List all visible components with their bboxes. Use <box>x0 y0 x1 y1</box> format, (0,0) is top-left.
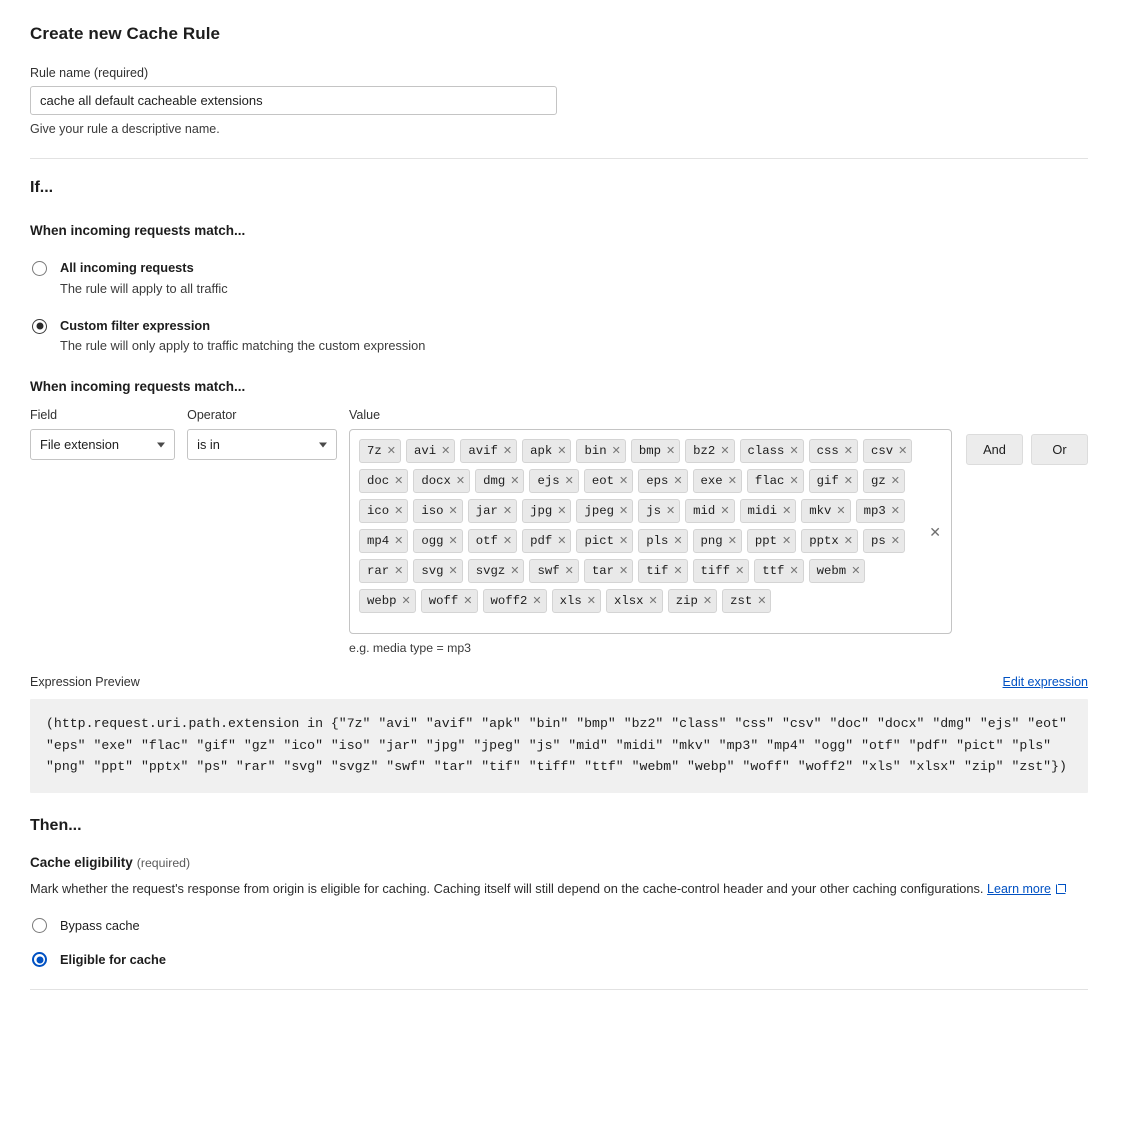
value-tag-label: mp4 <box>367 534 390 549</box>
value-tag-label: avi <box>413 444 437 459</box>
value-tag[interactable] <box>638 559 687 583</box>
divider-bottom <box>30 989 1088 990</box>
value-tag[interactable] <box>863 439 912 463</box>
and-or-buttons <box>966 408 1088 465</box>
value-tag[interactable] <box>413 499 462 523</box>
value-tag[interactable] <box>693 469 742 493</box>
remove-tag-icon[interactable]: ✕ <box>618 564 629 577</box>
rule-name-input[interactable] <box>30 86 557 115</box>
value-tag-label: tiff <box>700 564 731 579</box>
value-tag[interactable] <box>809 439 858 463</box>
remove-tag-icon[interactable]: ✕ <box>727 534 737 547</box>
value-tag[interactable] <box>359 499 408 523</box>
radio-icon-custom-filter[interactable] <box>32 319 47 334</box>
remove-tag-icon[interactable]: ✕ <box>727 474 737 487</box>
expression-preview-code: (http.request.uri.path.extension in {"7z" "avi" "avif" "apk" "bin" "bmp" "bz2" "class" "css" "csv" "doc" "docx" "dmg" "ejs" "eot" "eps" "exe" "flac" "gif" "gz" "ico" "iso" "jar" "jpg" "jpeg" "js" "mid" "midi" "mkv" "mp3" "mp4" "ogg" "otf" "pdf" "pict" "pls" "png" "ppt" "pptx" "ps" "rar" "svg" "svgz" "swf" "tar" "tif" "tiff" "ttf" "webm" "webp" "woff" "woff2" "xls" "xlsx" "zip" "zst"}) <box>30 699 1088 793</box>
remove-tag-icon[interactable]: ✕ <box>890 504 900 517</box>
remove-tag-icon[interactable]: ✕ <box>557 444 567 457</box>
remove-tag-icon[interactable]: ✕ <box>394 474 404 487</box>
learn-more-link[interactable]: Learn more <box>987 882 1051 897</box>
value-tag[interactable] <box>475 469 524 493</box>
remove-tag-icon[interactable]: ✕ <box>611 444 621 457</box>
chevron-down-icon <box>319 442 327 447</box>
field-select[interactable] <box>30 429 175 460</box>
value-tag[interactable] <box>668 589 717 613</box>
value-tag[interactable] <box>638 469 687 493</box>
value-tag-label: pptx <box>809 534 839 549</box>
value-tag[interactable] <box>747 529 796 553</box>
remove-tag-icon[interactable]: ✕ <box>448 504 458 517</box>
or-button[interactable]: Or <box>1031 434 1088 465</box>
remove-tag-icon[interactable]: ✕ <box>463 594 473 607</box>
page-title: Create new Cache Rule <box>30 24 221 43</box>
remove-tag-icon[interactable]: ✕ <box>843 474 854 487</box>
value-tag-label: bin <box>584 444 607 459</box>
value-tag[interactable] <box>522 439 571 463</box>
expression-preview-header <box>30 675 1088 689</box>
if-section-heading: If... <box>30 179 54 196</box>
remove-tag-icon[interactable]: ✕ <box>757 594 767 607</box>
remove-tag-icon[interactable]: ✕ <box>441 444 451 457</box>
value-tag-label: jar <box>475 504 498 519</box>
value-tag-label: js <box>646 504 661 519</box>
value-tag-label: mid <box>693 504 716 519</box>
value-tag-label: ps <box>871 534 886 549</box>
value-tag-label: flac <box>754 474 785 489</box>
field-column-label: Field <box>30 408 58 423</box>
and-button[interactable]: And <box>966 434 1023 465</box>
cache-eligibility-description <box>30 879 1088 899</box>
value-tag[interactable] <box>809 469 858 493</box>
radio-option-eligible-for-cache[interactable] <box>30 951 1088 967</box>
remove-tag-icon[interactable]: ✕ <box>618 474 629 487</box>
radio-label-bypass-cache: Bypass cache <box>60 917 140 933</box>
value-tag[interactable] <box>693 559 750 583</box>
value-tag[interactable] <box>754 559 803 583</box>
remove-tag-icon[interactable]: ✕ <box>618 534 629 547</box>
value-tag[interactable] <box>740 499 797 523</box>
value-tag[interactable] <box>801 529 858 553</box>
value-tag[interactable] <box>584 559 633 583</box>
remove-tag-icon[interactable]: ✕ <box>386 444 396 457</box>
value-tag-label: ico <box>367 504 390 519</box>
value-tag-label: gif <box>816 474 839 489</box>
value-column <box>349 408 952 655</box>
value-tag[interactable] <box>522 499 571 523</box>
value-tag-label: woff <box>428 594 459 609</box>
remove-tag-icon[interactable]: ✕ <box>673 474 683 487</box>
remove-tag-icon[interactable]: ✕ <box>502 504 513 517</box>
remove-tag-icon[interactable]: ✕ <box>665 444 676 457</box>
remove-tag-icon[interactable]: ✕ <box>648 594 658 607</box>
radio-option-custom-filter-expression[interactable] <box>30 318 1088 354</box>
value-tag-label: pls <box>646 534 669 549</box>
value-tag[interactable] <box>576 529 633 553</box>
remove-tag-icon[interactable]: ✕ <box>673 564 683 577</box>
field-column <box>30 408 175 460</box>
value-tag[interactable] <box>693 529 742 553</box>
value-tag-label: zst <box>730 594 753 609</box>
radio-label-eligible-for-cache: Eligible for cache <box>60 951 166 967</box>
close-icon[interactable]: ✕ <box>929 523 941 540</box>
remove-tag-icon[interactable]: ✕ <box>564 564 574 577</box>
remove-tag-icon[interactable]: ✕ <box>843 534 854 547</box>
remove-tag-icon[interactable]: ✕ <box>851 564 861 577</box>
remove-tag-icon[interactable]: ✕ <box>586 594 596 607</box>
value-tag[interactable] <box>460 439 517 463</box>
remove-tag-icon[interactable]: ✕ <box>890 534 900 547</box>
value-tag[interactable] <box>856 499 905 523</box>
value-tag-label: png <box>700 534 723 549</box>
value-tag-label: 7z <box>367 444 382 459</box>
value-tag[interactable] <box>801 499 850 523</box>
remove-tag-icon[interactable]: ✕ <box>720 504 730 517</box>
value-tag-label: ejs <box>537 474 560 489</box>
value-tag[interactable] <box>740 439 804 463</box>
radio-icon-eligible-for-cache[interactable] <box>32 952 47 967</box>
edit-expression-link[interactable]: Edit expression <box>1002 675 1088 690</box>
remove-tag-icon[interactable]: ✕ <box>673 534 683 547</box>
remove-tag-icon[interactable]: ✕ <box>502 534 513 547</box>
remove-tag-icon[interactable]: ✕ <box>455 474 466 487</box>
value-tag[interactable] <box>406 439 455 463</box>
radio-option-bypass-cache[interactable] <box>30 917 1088 933</box>
value-tag[interactable] <box>722 589 771 613</box>
value-tag[interactable] <box>468 499 517 523</box>
remove-tag-icon[interactable]: ✕ <box>394 504 404 517</box>
radio-sub-all-requests: The rule will apply to all traffic <box>60 280 228 296</box>
value-tag[interactable] <box>468 559 525 583</box>
remove-tag-icon[interactable]: ✕ <box>789 474 799 487</box>
remove-tag-icon[interactable]: ✕ <box>782 534 792 547</box>
value-tag[interactable] <box>552 589 601 613</box>
builder-heading: When incoming requests match... <box>30 379 246 395</box>
value-tag[interactable] <box>468 529 517 553</box>
value-tag[interactable] <box>638 499 680 523</box>
remove-tag-icon[interactable]: ✕ <box>557 534 567 547</box>
value-tag[interactable] <box>359 439 401 463</box>
cache-eligibility-label-row <box>30 855 1088 870</box>
expression-builder-row <box>30 408 1088 655</box>
operator-column-label: Operator <box>187 408 237 423</box>
remove-tag-icon[interactable]: ✕ <box>789 564 799 577</box>
value-tag[interactable] <box>863 529 905 553</box>
value-tag-label: webm <box>816 564 847 579</box>
value-tag-label: ogg <box>421 534 444 549</box>
divider <box>30 158 1088 159</box>
value-tag[interactable] <box>685 499 734 523</box>
radio-icon-bypass-cache[interactable] <box>32 918 47 933</box>
value-tag-label: jpg <box>530 504 553 519</box>
value-tag[interactable] <box>522 529 571 553</box>
value-tag-label: apk <box>530 444 553 459</box>
remove-tag-icon[interactable]: ✕ <box>789 444 799 457</box>
remove-tag-icon[interactable]: ✕ <box>448 564 458 577</box>
remove-tag-icon[interactable]: ✕ <box>665 504 676 517</box>
value-tag-label: eot <box>591 474 614 489</box>
remove-tag-icon[interactable]: ✕ <box>836 504 846 517</box>
operator-select[interactable] <box>187 429 337 460</box>
value-tag-label: pict <box>584 534 614 549</box>
value-tag-label: gz <box>871 474 886 489</box>
radio-label-custom-filter: Custom filter expression <box>60 317 211 333</box>
remove-tag-icon[interactable]: ✕ <box>843 444 854 457</box>
value-tag-label: svgz <box>475 564 506 579</box>
radio-label-all-requests: All incoming requests <box>60 260 194 275</box>
value-tag-label: otf <box>475 534 498 549</box>
value-tag-label: css <box>816 444 839 459</box>
value-tag[interactable] <box>606 589 663 613</box>
value-tag-label: docx <box>421 474 451 489</box>
value-tag-label: tar <box>591 564 614 579</box>
value-tag[interactable] <box>413 559 462 583</box>
value-tag[interactable] <box>576 439 625 463</box>
value-tag-label: woff2 <box>490 594 528 609</box>
remove-tag-icon[interactable]: ✕ <box>735 564 745 577</box>
rule-name-helper: Give your rule a descriptive name. <box>30 122 220 136</box>
rule-name-field-group <box>30 66 1088 136</box>
value-tag-label: iso <box>421 504 444 519</box>
radio-option-all-incoming-requests[interactable] <box>30 260 1088 296</box>
value-tag-label: csv <box>871 444 894 459</box>
operator-column <box>187 408 337 460</box>
field-select-value: File extension <box>40 437 119 453</box>
value-tag[interactable] <box>359 559 408 583</box>
remove-tag-icon[interactable]: ✕ <box>401 594 411 607</box>
value-column-label: Value <box>349 408 381 423</box>
remove-tag-icon[interactable]: ✕ <box>702 594 713 607</box>
value-tag-label: mp3 <box>863 504 886 519</box>
operator-select-value: is in <box>197 437 220 453</box>
value-tag[interactable] <box>421 589 478 613</box>
value-tag[interactable] <box>413 529 462 553</box>
value-tag-label: jpeg <box>584 504 614 519</box>
value-tag-label: mkv <box>809 504 832 519</box>
value-tag-label: swf <box>537 564 560 579</box>
value-tag[interactable] <box>483 589 547 613</box>
remove-tag-icon[interactable]: ✕ <box>898 444 908 457</box>
value-tag-label: ppt <box>754 534 778 549</box>
radio-icon-all-requests[interactable] <box>32 261 47 276</box>
description-text: Mark whether the request's response from origin is eligible for caching. Caching itself will still depend on the cache-control header and your other caching configurations. <box>30 881 984 897</box>
value-tag-label: tif <box>646 564 669 579</box>
value-tag-label: bz2 <box>693 444 716 459</box>
remove-tag-icon[interactable]: ✕ <box>557 504 567 517</box>
value-tag-label: avif <box>468 444 498 459</box>
value-tag-label: doc <box>367 474 390 489</box>
remove-tag-icon[interactable]: ✕ <box>532 594 542 607</box>
remove-tag-icon[interactable]: ✕ <box>502 444 513 457</box>
external-link-icon <box>1056 884 1066 894</box>
value-tag[interactable] <box>576 499 633 523</box>
value-tag-label: midi <box>747 504 778 519</box>
value-tag[interactable] <box>863 469 905 493</box>
value-tag[interactable] <box>638 529 687 553</box>
remove-tag-icon[interactable]: ✕ <box>510 474 520 487</box>
then-section-heading: Then... <box>30 817 82 835</box>
expression-preview-label: Expression Preview <box>30 675 140 690</box>
cache-eligibility-required: (required) <box>136 856 191 871</box>
tag-list <box>359 439 919 613</box>
value-tag[interactable] <box>584 469 633 493</box>
value-tag-label: eps <box>646 474 669 489</box>
remove-tag-icon[interactable]: ✕ <box>394 564 404 577</box>
value-tag-label: rar <box>367 564 390 579</box>
value-tag-label: zip <box>675 594 698 609</box>
value-tag[interactable] <box>631 439 680 463</box>
value-tag[interactable] <box>413 469 470 493</box>
remove-tag-icon[interactable]: ✕ <box>618 504 629 517</box>
value-tag[interactable] <box>747 469 804 493</box>
value-tag[interactable] <box>359 589 416 613</box>
value-tag-label: xls <box>559 594 582 609</box>
value-tag[interactable] <box>685 439 734 463</box>
remove-tag-icon[interactable]: ✕ <box>890 474 900 487</box>
remove-tag-icon[interactable]: ✕ <box>782 504 792 517</box>
remove-tag-icon[interactable]: ✕ <box>448 534 458 547</box>
value-tag[interactable] <box>359 529 408 553</box>
value-tag-label: bmp <box>638 444 661 459</box>
value-tags-input[interactable] <box>349 429 952 634</box>
remove-tag-icon[interactable]: ✕ <box>564 474 574 487</box>
value-tag-label: ttf <box>762 564 785 579</box>
value-tag-label: webp <box>367 594 397 609</box>
cache-eligibility-label: Cache eligibility <box>30 855 133 871</box>
value-tag-label: pdf <box>530 534 553 549</box>
value-tag[interactable] <box>529 559 578 583</box>
rule-name-label: Rule name (required) <box>30 66 149 80</box>
value-tag-label: svg <box>421 564 444 579</box>
value-tag-label: xlsx <box>613 594 644 609</box>
value-tag-label: exe <box>700 474 723 489</box>
value-tag[interactable] <box>529 469 578 493</box>
remove-tag-icon[interactable]: ✕ <box>394 534 404 547</box>
value-tag[interactable] <box>809 559 866 583</box>
radio-texts <box>60 260 228 296</box>
value-tag-label: dmg <box>483 474 506 489</box>
remove-tag-icon[interactable]: ✕ <box>510 564 520 577</box>
radio-texts <box>60 318 425 354</box>
remove-tag-icon[interactable]: ✕ <box>720 444 730 457</box>
chevron-down-icon <box>157 442 165 447</box>
value-tag-label: class <box>747 444 785 459</box>
value-tag[interactable] <box>359 469 408 493</box>
value-helper-text: e.g. media type = mp3 <box>349 641 472 656</box>
match-subheading: When incoming requests match... <box>30 223 246 238</box>
radio-sub-custom-filter: The rule will only apply to traffic matching the custom expression <box>60 338 426 354</box>
